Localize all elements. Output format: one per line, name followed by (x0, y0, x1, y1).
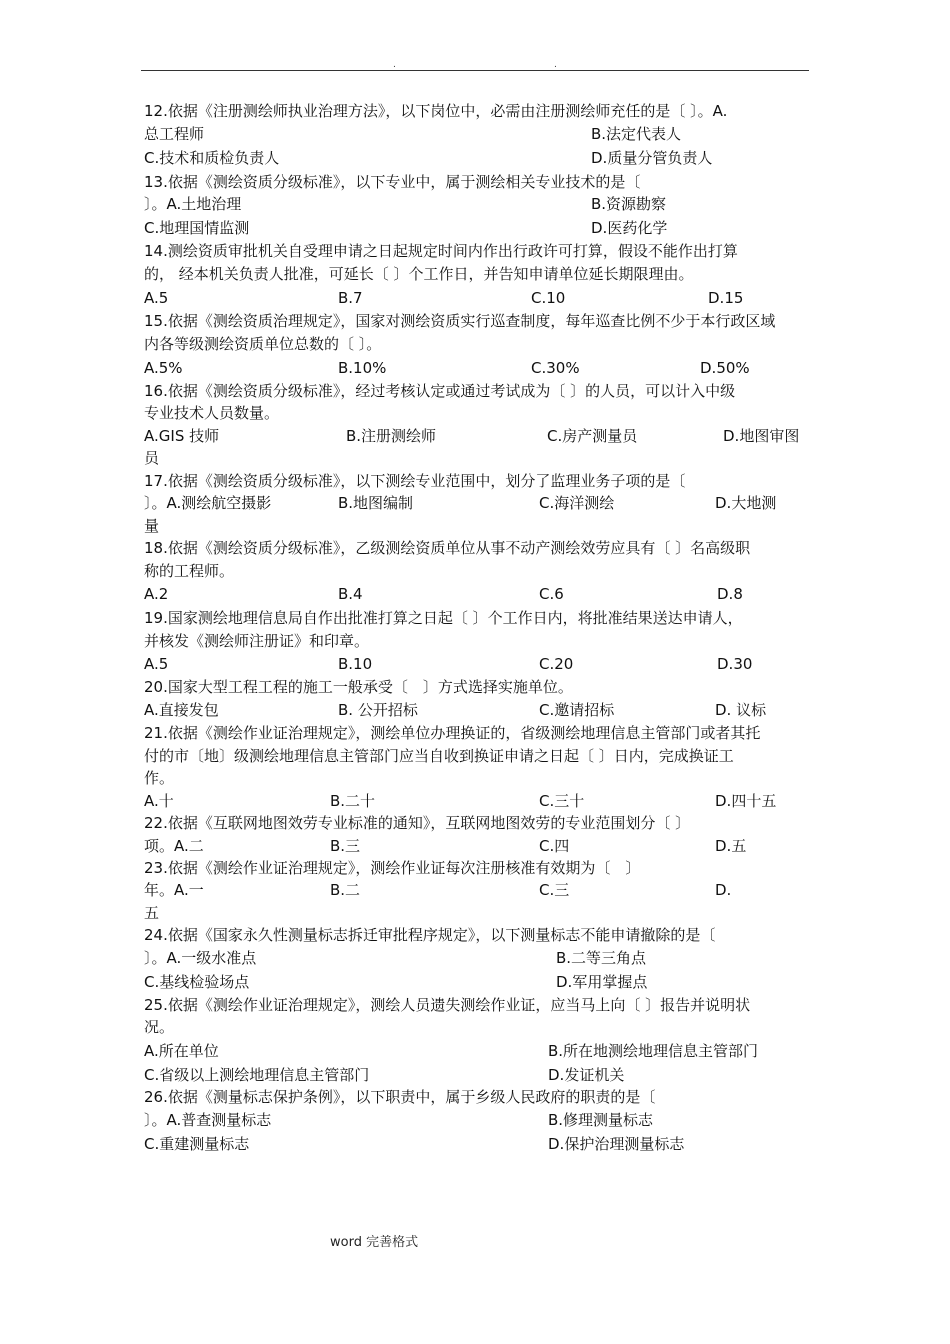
question-23-option-c: C.三 (539, 881, 570, 899)
question-21-option-a: A.十 (144, 792, 174, 810)
question-12-option-d: D.质量分管负责人 (591, 149, 713, 167)
question-20-option-c: C.邀请招标 (539, 701, 615, 719)
question-16-option-a: A.GIS 技师 (144, 427, 220, 445)
question-22-line-2: 项。A.二 (144, 837, 204, 855)
question-20-option-b: B. 公开招标 (338, 701, 418, 719)
question-22-option-b: B.三 (330, 837, 361, 855)
question-26-option-b: B.修理测量标志 (548, 1111, 654, 1129)
question-12-option-c: C.技术和质检负责人 (144, 149, 280, 167)
question-19-line-2: 并核发《测绘师注册证》和印章。 (144, 632, 370, 650)
question-13-line-1: 13.依据《测绘资质分级标准》，以下专业中，属于测绘相关专业技术的是〔 (144, 173, 641, 191)
question-13-line-2: 〕。A.土地治理 (144, 195, 242, 213)
question-17-option-c: C.海洋测绘 (539, 494, 615, 512)
question-13-option-d: D.医药化学 (591, 219, 668, 237)
question-25-option-c: C.省级以上测绘地理信息主管部门 (144, 1066, 370, 1084)
question-18-option-a: A.2 (144, 585, 169, 603)
question-17-option-d: D.大地测 (715, 494, 777, 512)
question-23-line-2: 年。A.一 (144, 881, 204, 899)
page-footer: word 完善格式 (330, 1235, 419, 1250)
question-19-option-d: D.30 (717, 655, 753, 673)
question-12-option-b: B.法定代表人 (591, 125, 682, 143)
question-14-line-2: 的， 经本机关负责人批准，可延长〔 〕个工作日，并告知申请单位延长期限理由。 (144, 265, 694, 283)
question-21-option-b: B.二十 (330, 792, 376, 810)
question-23-option-b: B.二 (330, 881, 361, 899)
question-17-line-2: 〕。A.测绘航空摄影 (144, 494, 272, 512)
question-17-line-1: 17.依据《测绘资质分级标准》，以下测绘专业范围中，划分了监理业务子项的是〔 (144, 472, 686, 490)
question-15-option-d: D.50% (700, 359, 750, 377)
question-25-option-b: B.所在地测绘地理信息主管部门 (548, 1042, 759, 1060)
question-19-line-1: 19.国家测绘地理信息局自作出批准打算之日起〔 〕个工作日内，将批准结果送达申请人， (144, 609, 743, 627)
question-15-line-2: 内各等级测绘资质单位总数的〔 〕。 (144, 335, 382, 353)
question-16-line-2: 专业技术人员数量。 (144, 404, 280, 422)
question-16-option-c: C.房产测量员 (547, 427, 638, 445)
question-19-option-b: B.10 (338, 655, 373, 673)
question-23-option-d: D. (715, 881, 732, 899)
question-26-line-2: 〕。A.普查测量标志 (144, 1111, 272, 1129)
question-14-option-c: C.10 (531, 289, 566, 307)
question-26-line-1: 26.依据《测量标志保护条例》，以下职责中，属于乡级人民政府的职责的是〔 (144, 1088, 656, 1106)
question-24-option-c: C.基线检验场点 (144, 973, 250, 991)
question-18-line-1: 18.依据《测绘资质分级标准》，乙级测绘资质单位从事不动产测绘效劳应具有〔 〕名高级职 (144, 539, 751, 557)
question-21-line-1: 21.依据《测绘作业证治理规定》，测绘单位办理换证的，省级测绘地理信息主管部门或者其托 (144, 724, 761, 742)
header-rule (141, 70, 809, 71)
question-14-option-b: B.7 (338, 289, 363, 307)
question-12-line-1: 12.依据《注册测绘师执业治理方法》，以下岗位中，必需由注册测绘师充任的是〔 〕。A. (144, 102, 728, 120)
question-21-option-d: D.四十五 (715, 792, 777, 810)
header-dot-right: . (554, 60, 557, 70)
header-dot-left: . (393, 60, 396, 70)
question-17-option-d-wrap: 量 (144, 517, 160, 535)
question-25-option-a: A.所在单位 (144, 1042, 219, 1060)
question-15-option-a: A.5% (144, 359, 183, 377)
question-24-option-b: B.二等三角点 (556, 949, 647, 967)
question-24-line-2: 〕。A.一级水准点 (144, 949, 257, 967)
question-13-option-c: C.地理国情监测 (144, 219, 250, 237)
question-15-line-1: 15.依据《测绘资质治理规定》，国家对测绘资质实行巡查制度，每年巡查比例不少于本行政区域 (144, 312, 776, 330)
question-14-option-a: A.5 (144, 289, 169, 307)
question-18-option-b: B.4 (338, 585, 363, 603)
question-20-line-1: 20.国家大型工程工程的施工一般承受〔 〕方式选择实施单位。 (144, 678, 573, 696)
question-22-line-1: 22.依据《互联网地图效劳专业标准的通知》，互联网地图效劳的专业范围划分〔 〕 (144, 814, 691, 832)
question-13-option-b: B.资源勘察 (591, 195, 667, 213)
question-21-line-3: 作。 (144, 769, 175, 787)
question-25-option-d: D.发证机关 (548, 1066, 625, 1084)
question-16-option-b: B.注册测绘师 (346, 427, 437, 445)
question-19-option-a: A.5 (144, 655, 169, 673)
question-21-option-c: C.三十 (539, 792, 585, 810)
question-22-option-c: C.四 (539, 837, 570, 855)
question-18-option-d: D.8 (717, 585, 743, 603)
question-25-line-2: 况。 (144, 1018, 175, 1036)
question-14-line-1: 14.测绘资质审批机关自受理申请之日起规定时间内作出行政许可打算，假设不能作出打算 (144, 242, 738, 260)
question-24-line-1: 24.依据《国家永久性测量标志拆迁审批程序规定》，以下测量标志不能申请撤除的是〔 (144, 926, 716, 944)
question-20-option-a: A.直接发包 (144, 701, 219, 719)
question-15-option-c: C.30% (531, 359, 580, 377)
question-22-option-d: D.五 (715, 837, 747, 855)
question-16-option-d-wrap: 员 (144, 449, 160, 467)
question-24-option-d: D.军用掌握点 (556, 973, 648, 991)
question-17-option-b: B.地图编制 (338, 494, 414, 512)
question-15-option-b: B.10% (338, 359, 387, 377)
question-26-option-c: C.重建测量标志 (144, 1135, 250, 1153)
question-16-line-1: 16.依据《测绘资质分级标准》，经过考核认定或通过考试成为〔 〕的人员，可以计入中级 (144, 382, 736, 400)
question-12-line-2: 总工程师 (144, 125, 205, 143)
question-23-option-d-wrap: 五 (144, 904, 160, 922)
question-21-line-2: 付的市〔地〕级测绘地理信息主管部门应当自收到换证申请之日起〔 〕日内，完成换证工 (144, 747, 734, 765)
question-14-option-d: D.15 (708, 289, 744, 307)
question-18-option-c: C.6 (539, 585, 564, 603)
question-23-line-1: 23.依据《测绘作业证治理规定》，测绘作业证每次注册核准有效期为〔 〕 (144, 859, 641, 877)
question-26-option-d: D.保护治理测量标志 (548, 1135, 685, 1153)
question-25-line-1: 25.依据《测绘作业证治理规定》，测绘人员遗失测绘作业证，应当马上向〔 〕报告并说明状 (144, 996, 751, 1014)
question-16-option-d: D.地图审图 (723, 427, 800, 445)
question-20-option-d: D. 议标 (715, 701, 767, 719)
question-18-line-2: 称的工程师。 (144, 562, 235, 580)
question-19-option-c: C.20 (539, 655, 574, 673)
